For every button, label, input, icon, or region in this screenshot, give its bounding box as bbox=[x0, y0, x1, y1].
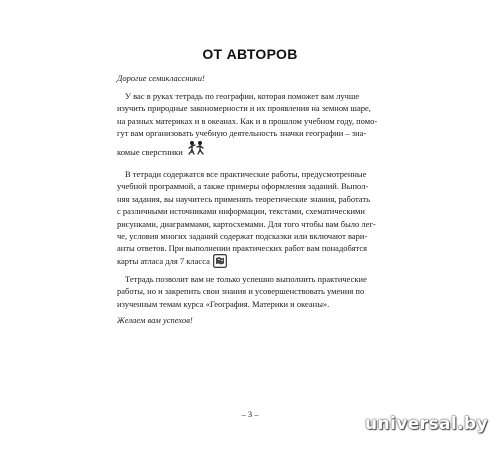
atlas-icon bbox=[213, 254, 227, 268]
text-line-with-icon bbox=[117, 254, 383, 268]
text-line: В тетради содержатся все практические работы, предусмотренные bbox=[125, 169, 367, 179]
farewell: Желаем вам успехов! bbox=[117, 315, 193, 325]
text-line: Тетрадь позволит вам не только успешно выполнить практические bbox=[125, 274, 367, 284]
text-line: У вас в руках тетрадь по географии, которая поможет вам лучше bbox=[125, 91, 360, 101]
page-number: – 3 – bbox=[241, 409, 259, 419]
text-line: учебной программой, а также примеры оформления заданий. Выпол- bbox=[117, 181, 369, 192]
text-line: комые сверстники bbox=[117, 147, 183, 158]
greeting: Дорогие семиклассники! bbox=[117, 73, 205, 83]
paragraph-intro bbox=[117, 90, 383, 159]
paragraph-benefits bbox=[117, 273, 383, 310]
text-line: гут вам организовать учебную деятельность значки географии – зна- bbox=[117, 128, 367, 139]
text-line: работы, но и закрепить свои знания и усовершенствовать умения по bbox=[117, 286, 365, 297]
watermark: universal.by bbox=[365, 414, 488, 434]
text-line: изучить природные закономерности и их проявления на земном шаре, bbox=[117, 103, 371, 114]
text-line: с различными источниками информации, текстами, схематическими bbox=[117, 206, 365, 217]
text-line: анты ответов. При выполнении практических работ вам понадобятся bbox=[117, 243, 368, 254]
text-line: рисунками, диаграммами, картосхемами. Для того чтобы вам было лег- bbox=[117, 218, 376, 229]
kids-icon bbox=[186, 139, 206, 159]
page-title: ОТ АВТОРОВ bbox=[202, 46, 298, 62]
text-line-with-icon bbox=[117, 139, 383, 159]
text-line: няя задания, вы научитесь применять теоретические знания, работать bbox=[117, 193, 370, 204]
text-line: карты атласа для 7 класса bbox=[117, 256, 210, 267]
text-line: на разных материках и в океанах. Как и в прошлом учебном году, помо- bbox=[117, 115, 378, 126]
text-line: изученным темам курса «География. Материки и океаны». bbox=[117, 298, 330, 309]
text-line: че, условия многих заданий содержат подсказки или включают вари- bbox=[117, 231, 368, 242]
paragraph-content bbox=[117, 168, 383, 268]
